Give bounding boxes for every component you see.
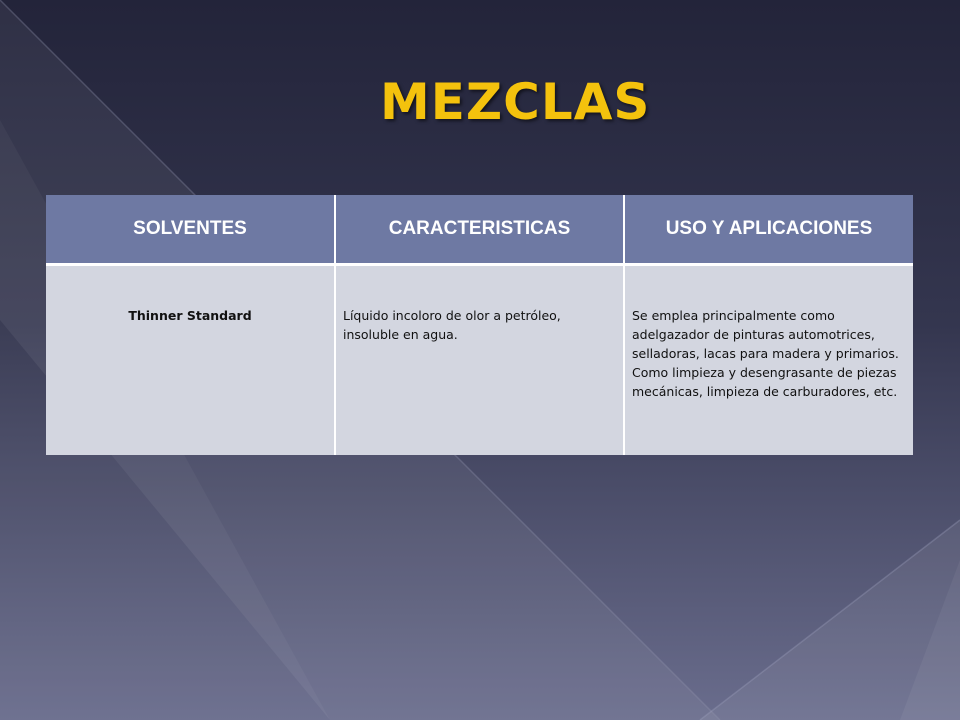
header-solventes: SOLVENTES [46,195,335,265]
table-header-row [46,195,913,265]
header-caracteristicas: CARACTERISTICAS [335,195,624,265]
cell-solvent-name: Thinner Standard [46,265,335,455]
slide-title: MEZCLAS [380,73,651,131]
solvents-table [46,195,913,455]
cell-characteristics: Líquido incoloro de olor a petróleo, insoluble en agua. [335,265,624,455]
cell-uses: Se emplea principalmente como adelgazador de pinturas automotrices, selladoras, lacas para madera y primarios. Como limpieza y desengrasante de piezas mecánicas, limpieza de carburadores, etc. [624,265,913,455]
table-row [46,265,913,455]
header-uso-aplicaciones: USO Y APLICACIONES [624,195,913,265]
